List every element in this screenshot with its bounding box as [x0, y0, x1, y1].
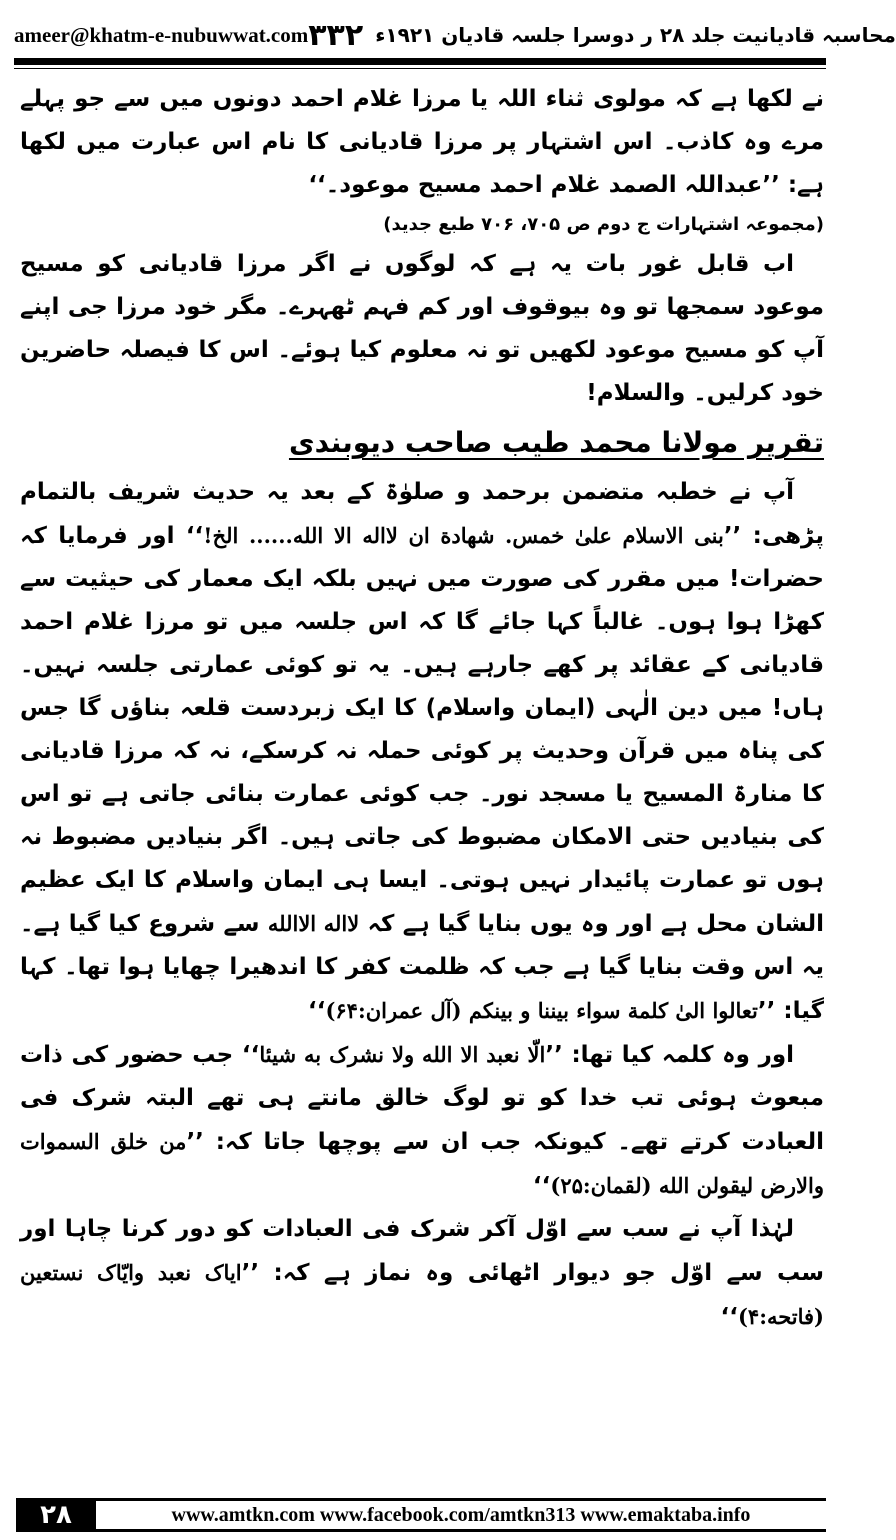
p4-text-a: اور وہ کلمہ کیا تھا: ’’: [545, 1042, 795, 1068]
paragraph-4: [20, 1033, 824, 1208]
p4-text-b: ‘‘ جب حضور کی ذات مبعوث ہوئی تب خدا کو تو لوگ خالق مانتے ہی تھے البتہ شرک فی العبادت کرتے تھے۔ کیونکہ جب ان سے پوچھا جاتا کہ: ’’: [20, 1042, 824, 1155]
p5-text-a: لہٰذا آپ نے سب سے اوّل آکر شرک فی العبادات کو دور کرنا چاہا اور سب سے اوّل جو دیوار اٹھائی وہ نماز ہے کہ: ’’: [20, 1216, 824, 1286]
p3-arabic-hadith: بنی الاسلام علیٰ خمس. شهادة ان لااله الا الله...... الخ!: [203, 523, 724, 548]
page-body: [20, 78, 824, 1339]
header-rule-thin: [14, 68, 826, 69]
paragraph-2: اب قابل غور بات یہ ہے کہ لوگوں نے اگر مرزا قادیانی کو مسیح موعود سمجھا تو وہ بیوقوف اور کم فہم ٹھہرے۔ مگر خود مرزا جی اپنے آپ کو مسیح موعود لکھیں تو نہ معلوم کیا ہوئے۔ اس کا فیصلہ حاضرین خود کرلیں۔ والسلام!: [20, 251, 824, 406]
p4-arabic-1: الّا نعبد الا الله ولا نشرک به شیئا: [259, 1042, 546, 1067]
p3-arabic-kalima: لااله الاالله: [267, 911, 360, 936]
p5-text-b: ‘‘: [720, 1304, 738, 1330]
p3-text-a: آپ نے خطبہ متضمن برحمد و صلوٰۃ کے بعد یہ حدیث شریف بالتمام پڑھی: ’’: [20, 479, 824, 549]
p4-text-c: ‘‘: [532, 1173, 551, 1199]
p3-arabic-ayah: تعالوا الیٰ کلمة سواء بیننا و بینکم (آل عمران:۶۴): [325, 998, 758, 1023]
section-heading: تقریر مولانا محمد طیب صاحب دیوبندی: [288, 426, 824, 459]
footer-page-number: ۲۸: [16, 1498, 96, 1532]
p5-arabic: ایاک نعبد وایّاک نستعین (فاتحه:۴): [20, 1260, 824, 1329]
p3-text-d: ‘‘: [307, 998, 326, 1024]
page-header: [14, 17, 896, 53]
footer-bar: [96, 1498, 826, 1532]
p4-arabic-2: من خلق السموات والارض لیقولن الله (لقمان:۲۵): [20, 1129, 824, 1198]
running-title: محاسبہ قادیانیت جلد ۲۸ ر دوسرا جلسہ قادیان ۱۹۲۱ء: [375, 23, 896, 47]
citation: (مجموعہ اشتہارات ج دوم ص ۷۰۵، ۷۰۶ طبع جدید): [383, 214, 824, 235]
header-rule-thick: [14, 58, 826, 65]
header-title-group: [308, 18, 896, 53]
p3-text-c: سے شروع کیا گیا ہے۔ یہ اس وقت بنایا گیا ہے جب کہ ظلمت کفر کا اندھیرا چھایا ہوا تھا۔ کہا گیا: ’’: [20, 911, 824, 1024]
paragraph-1: نے لکھا ہے کہ مولوی ثناء اللہ یا مرزا غلام احمد دونوں میں سے جو پہلے مرے وہ کاذب۔ اس اشتہار پر مرزا قادیانی کا نام اس عبارت میں لکھا ہے: ’’عبداللہ الصمد غلام احمد مسیح موعود۔‘‘: [20, 86, 824, 198]
header-email[interactable]: ameer@khatm-e-nubuwwat.com: [14, 22, 309, 47]
header-page-number: ۳۳۲: [308, 17, 364, 53]
p3-text-b: ‘‘ اور فرمایا کہ حضرات! میں مقرر کی صورت میں نہیں بلکہ ایک معمار کی حیثیت سے کھڑا ہوا ہوں۔ غالباً کہا جائے گا کہ اس جلسہ میں تو مرزا غلام احمد قادیانی کے عقائد پر کھے جارہے ہیں۔ یہ تو کوئی عمارتی جلسہ نہیں۔ ہاں! میں دین الٰہی (ایمان واسلام) کا ایک زبردست قلعہ بناؤں گا جس کی پناہ میں قرآن وحدیث پر کوئی حملہ نہ کرسکے، نہ کہ مرزا قادیانی کا منارۃ المسیح یا مسجد نور۔ جب کوئی عمارت بنائی جاتی ہے تو اس کی بنیادیں حتی الامکان مضبوط کی جاتی ہیں۔ اگر بنیادیں مضبوط نہ ہوں تو عمارت پائیدار نہیں ہوتی۔ ایسا ہی ایمان واسلام کا ایک عظیم الشان محل ہے اور وہ یوں بنایا گیا ہے کہ: [20, 523, 824, 937]
paragraph-3: [20, 471, 824, 1033]
footer-links[interactable]: www.amtkn.com www.facebook.com/amtkn313 www.emaktaba.info: [171, 1503, 751, 1526]
paragraph-5: [20, 1208, 824, 1339]
